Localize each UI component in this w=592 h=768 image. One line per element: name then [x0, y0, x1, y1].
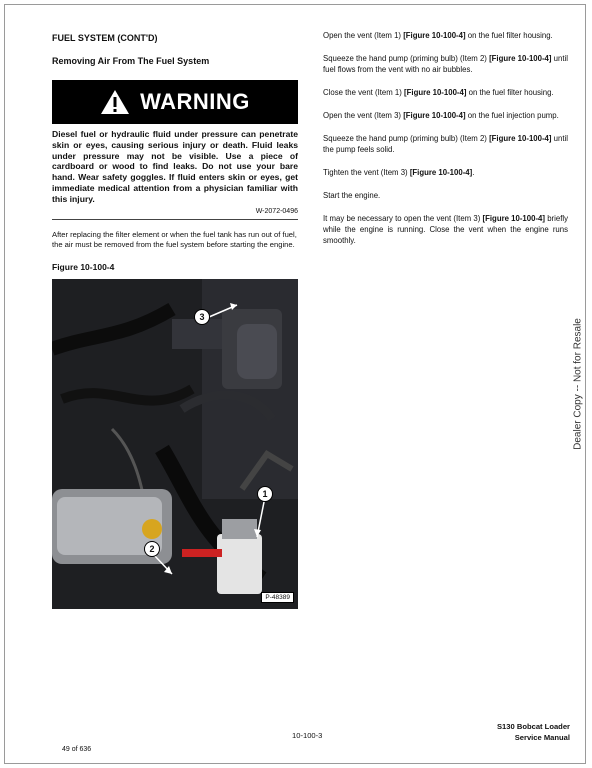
left-column	[52, 30, 298, 609]
step-2: Squeeze the hand pump (priming bulb) (Item 2) [Figure 10-100-4] until fuel flows from the vent with no air bubbles.	[323, 54, 568, 74]
step-8: It may be necessary to open the vent (Item 3) [Figure 10-100-4] briefly while the engine is running. Close the vent when the engine runs smoothly.	[323, 214, 568, 245]
manual-title-line1: S130 Bobcat Loader	[496, 722, 570, 731]
right-column	[323, 30, 568, 258]
engine-photo	[52, 279, 298, 609]
section-heading: FUEL SYSTEM (CONT'D)	[52, 33, 158, 43]
engine-photo-drawing	[52, 279, 298, 609]
manual-title	[497, 721, 570, 743]
warning-box	[52, 80, 298, 220]
warning-header	[52, 80, 298, 124]
step-6: Tighten the vent (Item 3) [Figure 10-100-4].	[323, 168, 475, 177]
warning-triangle-icon	[100, 89, 130, 115]
photo-code: P-48389	[261, 592, 294, 603]
page-counter: 49 of 636	[62, 746, 92, 753]
manual-title-line2: Service Manual	[514, 733, 570, 742]
warning-code: W-2072-0496	[255, 207, 298, 215]
page-number: 10-100-3	[292, 731, 323, 740]
step-5: Squeeze the hand pump (priming bulb) (Item 2) [Figure 10-100-4] until the pump feels solid.	[323, 134, 568, 154]
subheading: Removing Air From The Fuel System	[52, 56, 210, 66]
step-7: Start the engine.	[323, 191, 381, 200]
intro-paragraph: After replacing the filter element or when the fuel tank has run out of fuel, the air must be removed from the fuel system before starting the engine.	[52, 229, 297, 250]
callout-3: 3	[194, 309, 210, 325]
step-1: Open the vent (Item 1) [Figure 10-100-4] on the fuel filter housing.	[323, 31, 553, 40]
callout-2: 2	[144, 541, 160, 557]
step-4: Open the vent (Item 3) [Figure 10-100-4] on the fuel injection pump.	[323, 111, 559, 120]
divider	[52, 219, 298, 220]
figure-caption: Figure 10-100-4	[52, 261, 115, 272]
warning-title: WARNING	[140, 89, 250, 114]
warning-text: Diesel fuel or hydraulic fluid under pressure can penetrate skin or eyes, causing serious injury or death. Fluid leaks under pressure may not be visible. Use a piece of cardboard or wood to find leaks. Do not use your bare hand. Wear safety goggles. If fluid enters skin or eyes, get immediate medical attention from a physician familiar with this injury.	[52, 129, 298, 204]
watermark: Dealer Copy -- Not for Resale	[572, 318, 584, 450]
callout-1: 1	[257, 486, 273, 502]
step-3: Close the vent (Item 1) [Figure 10-100-4] on the fuel filter housing.	[323, 88, 554, 97]
